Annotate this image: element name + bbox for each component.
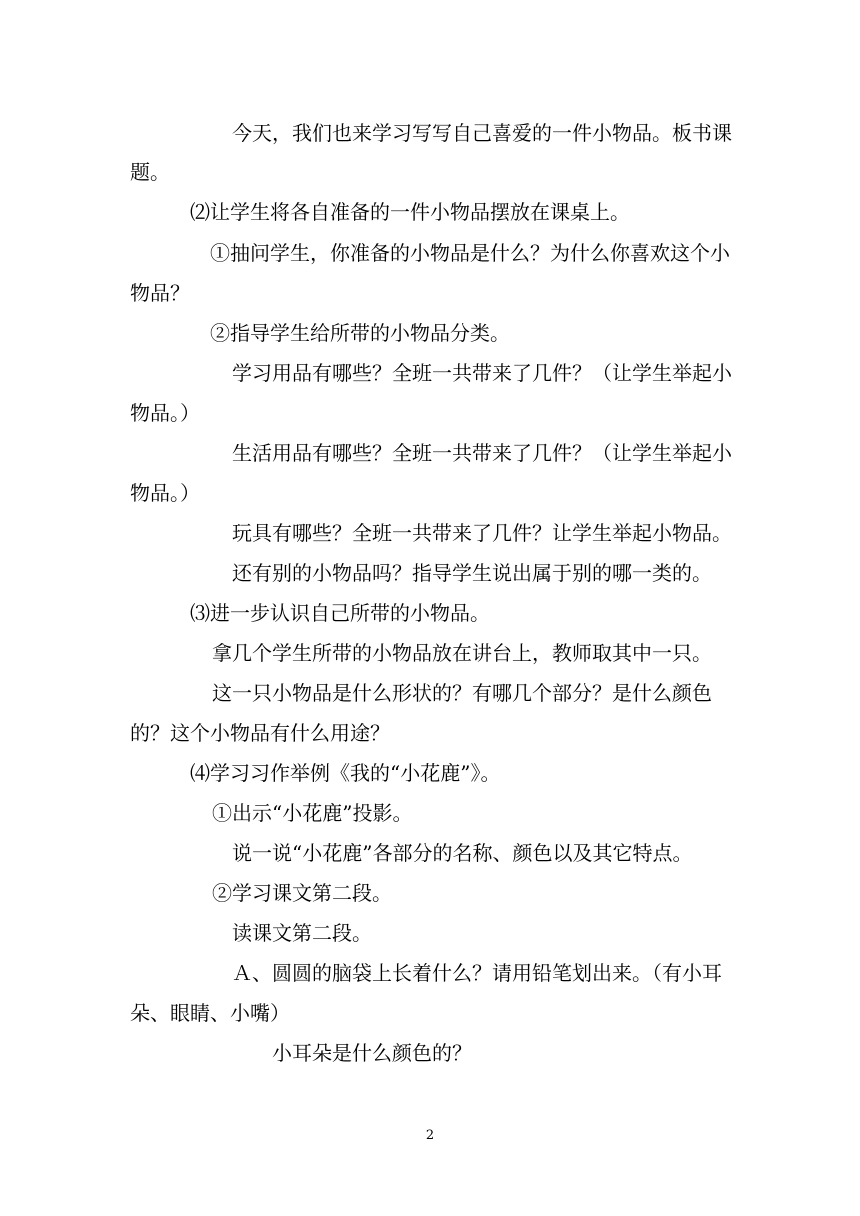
- text-line-13: ⑶进一步认识自己所带的小物品。: [190, 601, 490, 625]
- text-line-23: 朵、眼睛、小嘴）: [130, 1001, 290, 1025]
- text-line-7: 学习用品有哪些？全班一共带来了几件？（让学生举起小: [232, 361, 732, 385]
- text-line-10: 物品。）: [130, 481, 200, 505]
- text-line-18: ①出示“小花鹿”投影。: [212, 801, 413, 825]
- text-line-2: 题。: [130, 160, 170, 184]
- text-line-6: ②指导学生给所带的小物品分类。: [210, 321, 510, 345]
- text-line-11: 玩具有哪些？全班一共带来了几件？让学生举起小物品。: [232, 521, 732, 545]
- text-line-4: ①抽问学生，你准备的小物品是什么？为什么你喜欢这个小: [210, 241, 730, 265]
- text-line-3: ⑵让学生将各自准备的一件小物品摆放在课桌上。: [190, 200, 630, 224]
- text-line-21: 读课文第二段。: [232, 921, 372, 945]
- text-line-19: 说一说“小花鹿”各部分的名称、颜色以及其它特点。: [232, 841, 693, 865]
- text-line-15: 这一只小物品是什么形状的？有哪几个部分？是什么颜色: [212, 681, 712, 705]
- text-line-9: 生活用品有哪些？全班一共带来了几件？（让学生举起小: [232, 441, 732, 465]
- text-line-1: 今天，我们也来学习写写自己喜爱的一件小物品。板书课: [232, 121, 732, 145]
- text-line-14: 拿几个学生所带的小物品放在讲台上，教师取其中一只。: [212, 641, 712, 665]
- text-line-12: 还有别的小物品吗？指导学生说出属于别的哪一类的。: [232, 561, 712, 585]
- text-line-17: ⑷学习习作举例《我的“小花鹿”》。: [190, 761, 501, 785]
- text-line-16: 的？这个小物品有什么用途？: [130, 721, 390, 745]
- text-line-5: 物品？: [130, 281, 190, 305]
- text-line-22: Ａ、圆圆的脑袋上长着什么？请用铅笔划出来。（有小耳: [232, 961, 722, 985]
- text-line-24: 小耳朵是什么颜色的？: [272, 1041, 472, 1065]
- text-line-20: ②学习课文第二段。: [212, 881, 392, 905]
- text-line-8: 物品。）: [130, 401, 200, 425]
- page-number: 2: [425, 1128, 435, 1143]
